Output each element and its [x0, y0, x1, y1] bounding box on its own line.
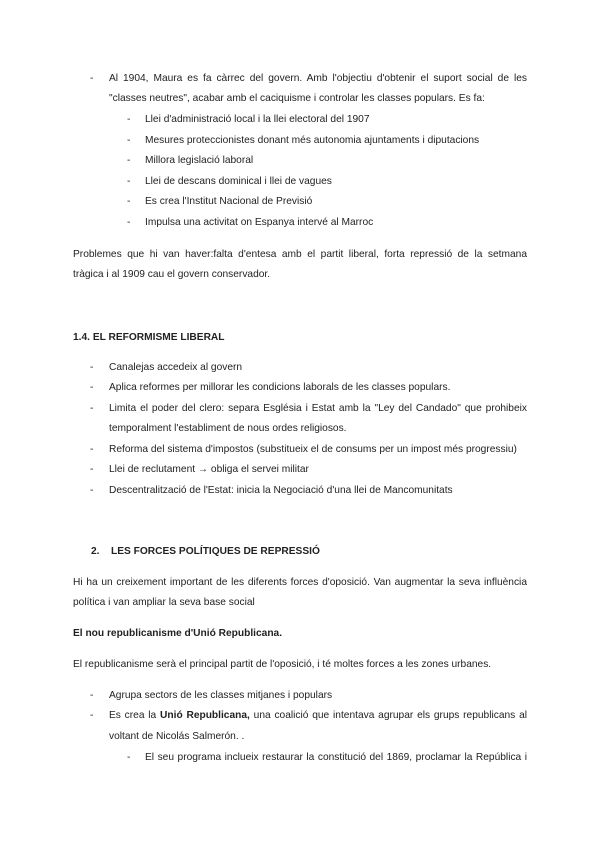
list-item: Limita el poder del clero: separa Església i Estat amb la "Ley del Candado" que prohibeix [109, 403, 527, 414]
maura-intro-line2: "classes neutres", acabar amb el caciquisme i controlar les classes populars. Es fa: [109, 93, 485, 104]
paragraph: El republicanisme serà el principal partit de l'oposició, i té moltes forces a les zones urbanes. [73, 659, 492, 670]
bullet-dash: - [90, 382, 94, 393]
bullet-dash: - [90, 444, 94, 455]
list-item: Llei de reclutament → obliga el servei militar [109, 464, 309, 475]
list-item-continuation: voltant de Nicolás Salmerón. . [109, 731, 245, 742]
section-heading-2 [73, 542, 320, 562]
bullet-dash: - [90, 403, 94, 414]
section-heading-1-4: 1.4. EL REFORMISME LIBERAL [73, 332, 225, 343]
list-item [109, 706, 527, 727]
list-item-continuation: temporalment l'establiment de nous ordes religiosos. [109, 423, 347, 434]
section-2-intro-line2: política i van ampliar la seva base social [73, 597, 255, 608]
list-item: Es crea l'Institut Nacional de Previsió [145, 196, 313, 207]
list-item: Llei d'administració local i la llei electoral del 1907 [145, 114, 370, 125]
problems-line1: Problemes que hi van haver:falta d'entesa amb el partit liberal, forta repressió de la setmana [73, 249, 527, 260]
maura-intro-line1: Al 1904, Maura es fa càrrec del govern. Amb l'objectiu d'obtenir el suport social de les [109, 73, 527, 84]
bullet-dash: - [127, 114, 131, 125]
list-item: Agrupa sectors de les classes mitjanes i populars [109, 690, 333, 701]
bullet-dash: - [90, 485, 94, 496]
problems-line2: tràgica i al 1909 cau el govern conservador. [73, 269, 271, 280]
bullet-dash: - [127, 196, 131, 207]
bullet-dash: - [127, 752, 131, 763]
list-item: Mesures proteccionistes donant més autonomia ajuntaments i diputacions [145, 135, 480, 146]
bullet-dash: - [127, 176, 131, 187]
bold-term: Unió Republicana, [160, 710, 250, 721]
bullet-dash: - [90, 690, 94, 701]
bullet-dash: - [90, 73, 94, 84]
bullet-dash: - [90, 464, 94, 475]
list-item: Descentralització de l'Estat: inicia la Negociació d'una llei de Mancomunitats [109, 485, 453, 496]
section-title: LES FORCES POLÍTIQUES DE REPRESSIÓ [111, 546, 320, 557]
bullet-dash: - [127, 155, 131, 166]
section-2-intro-line1: Hi ha un creixement important de les diferents forces d'oposició. Van augmentar la seva influència [73, 577, 527, 588]
section-number: 2. [91, 546, 100, 557]
bullet-dash: - [90, 710, 94, 721]
bullet-dash: - [90, 362, 94, 373]
bullet-dash: - [127, 135, 131, 146]
list-item: Impulsa una activitat on Espanya intervé al Marroc [145, 217, 374, 228]
text-run: Es crea la [109, 710, 161, 721]
list-item: Llei de descans dominical i llei de vagues [145, 176, 332, 187]
list-item: El seu programa inclueix restaurar la constitució del 1869, proclamar la República i [145, 752, 527, 763]
text-run: una coalició que intentava agrupar els grups republicans al [249, 710, 527, 721]
subsection-title: El nou republicanisme d'Unió Republicana. [73, 628, 283, 639]
list-item: Canalejas accedeix al govern [109, 362, 243, 373]
list-item: Reforma del sistema d'impostos (substitueix el de consums per un impost més progressiu) [109, 444, 517, 455]
list-item: Aplica reformes per millorar les condicions laborals de les classes populars. [109, 382, 451, 393]
bullet-dash: - [127, 217, 131, 228]
list-item: Millora legislació laboral [145, 155, 254, 166]
